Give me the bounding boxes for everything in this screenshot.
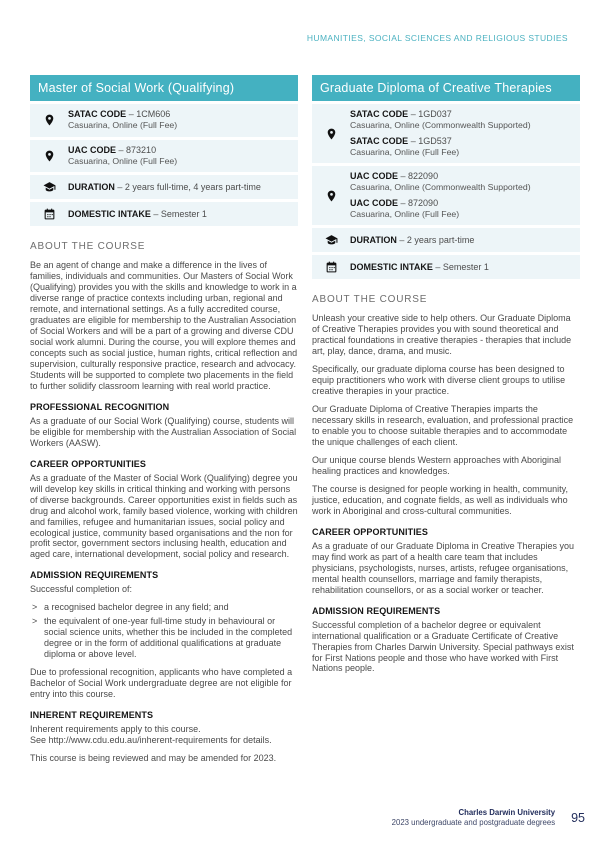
code-label: UAC CODE xyxy=(350,197,399,208)
code-detail: Casuarina, Online (Full Fee) xyxy=(350,208,460,219)
location-pin-icon xyxy=(30,113,68,127)
duration-value: – 2 years full-time, 4 years part-time xyxy=(117,181,261,192)
content-columns xyxy=(30,75,580,771)
code-label: SATAC CODE xyxy=(68,109,127,119)
about-heading: ABOUT THE COURSE xyxy=(30,241,146,253)
bullet-text: a recognised bachelor degree in any field; and xyxy=(44,602,229,613)
about-paragraph: Be an agent of change and make a difference in the lives of families, individuals and communities. Our Masters of Social Work (Qualifying) provides you with the skills and knowledge to work in a diverse range of practice contexts including urban, regional and remote, and international settings. As a fully accredited course, graduates are eligible for membership to the Australian Association of Social Workers and will be a part of a growing and diverse CDU social work alumni. During the course, you will explore themes and concepts such as social justice, human rights, critical reflection and supervision, culturally responsive practice, research and advocacy. Students will be supported to complete two placements in the field to further solidify classroom learning with real world practice. xyxy=(30,260,298,391)
course-title: Master of Social Work (Qualifying) xyxy=(30,75,298,101)
page-footer xyxy=(392,808,585,828)
code-entry xyxy=(350,198,574,221)
duration-value: – 2 years part-time xyxy=(399,234,475,245)
code-value: – 1GD537 xyxy=(410,135,452,146)
duration-entry xyxy=(68,182,292,193)
about-paragraph: The course is designed for people working in health, community, justice, education, and cognate fields, as well as individuals who work in Aboriginal and cross-cultural communities. xyxy=(312,483,568,516)
duration-entry xyxy=(350,235,574,246)
code-detail: Casuarina, Online (Commonwealth Supported) xyxy=(350,182,531,193)
code-label: UAC CODE xyxy=(350,171,399,182)
info-row-duration xyxy=(312,228,580,252)
list-item xyxy=(30,616,298,660)
career-opportunities-heading: CAREER OPPORTUNITIES xyxy=(30,458,147,469)
info-row-intake xyxy=(312,255,580,279)
code-entry xyxy=(350,109,574,132)
info-row-satac xyxy=(30,104,298,137)
professional-recognition-heading: PROFESSIONAL RECOGNITION xyxy=(30,401,170,412)
intake-entry xyxy=(350,262,574,273)
code-detail: Casuarina, Online (Commonwealth Supported) xyxy=(350,120,531,131)
inherent-requirements-heading: INHERENT REQUIREMENTS xyxy=(30,710,154,721)
code-entry xyxy=(350,136,574,159)
code-detail: Casuarina, Online (Full Fee) xyxy=(68,120,178,131)
edition-title: 2023 undergraduate and postgraduate degrees xyxy=(391,817,556,827)
code-value: – 873210 xyxy=(118,144,157,155)
about-paragraph: Specifically, our graduate diploma course has been designed to equip practitioners who work with diverse client groups to utilise creative therapies in your practice. xyxy=(312,364,566,397)
intake-value: – Semester 1 xyxy=(435,261,489,272)
footer-text xyxy=(392,808,555,828)
graduation-cap-icon xyxy=(312,233,350,247)
chevron-bullet: > xyxy=(32,616,38,627)
duration-label: DURATION xyxy=(68,181,115,192)
inherent-line1: Inherent requirements apply to this course. xyxy=(30,724,201,735)
intake-label: DOMESTIC INTAKE xyxy=(350,261,433,272)
publisher-name: Charles Darwin University xyxy=(458,807,556,817)
course-card-creative-therapies xyxy=(312,75,580,771)
course-title: Graduate Diploma of Creative Therapies xyxy=(312,75,580,101)
info-row-satac xyxy=(312,104,580,163)
career-opportunities-heading: CAREER OPPORTUNITIES xyxy=(312,526,429,537)
course-card-social-work xyxy=(30,75,298,771)
career-opportunities-paragraph: As a graduate of the Master of Social Work (Qualifying) degree you will develop key skills in critical thinking and working with persons of diverse backgrounds. Career opportunities exist in fields such as drug and alcohol work, family based violence, working with children and families, refugee and humanitarian issues, social policy and ecological justice, community based organisations and the non for profit sector, government sectors inclusing health, education and aged care, international development, social policy and research. xyxy=(30,472,298,560)
code-label: SATAC CODE xyxy=(350,109,409,119)
about-paragraph: Unleash your creative side to help others. Our Graduate Diploma of Creative Therapies provides you with sound theoretical and practical foundations in creative therapies - therapies that include art, play, dance, drama, and music. xyxy=(312,313,572,357)
code-label: SATAC CODE xyxy=(350,135,409,146)
code-entry xyxy=(350,171,574,194)
code-label: UAC CODE xyxy=(68,144,117,155)
graduation-cap-icon xyxy=(30,180,68,194)
info-row-intake xyxy=(30,202,298,226)
course-info-box xyxy=(30,104,298,226)
code-value: – 822090 xyxy=(400,171,439,182)
calendar-icon xyxy=(312,260,350,274)
intake-value: – Semester 1 xyxy=(153,208,207,219)
about-paragraph: Our Graduate Diploma of Creative Therapies imparts the necessary skills in research, evaluation, and professional practice to enable you to choose suitable therapies and to accommodate the unique challenges of each client. xyxy=(312,404,574,447)
course-info-box xyxy=(312,104,580,279)
code-value: – 1CM606 xyxy=(128,109,171,119)
code-detail: Casuarina, Online (Full Fee) xyxy=(68,155,178,166)
admission-requirements-heading: ADMISSION REQUIREMENTS xyxy=(30,570,159,581)
about-heading: ABOUT THE COURSE xyxy=(312,294,428,306)
page-number: 95 xyxy=(571,810,585,825)
list-item xyxy=(30,602,298,613)
about-paragraph: Our unique course blends Western approaches with Aboriginal healing practices and knowledges. xyxy=(312,454,561,476)
admission-outro: Due to professional recognition, applicants who have completed a Bachelor of Social Work undergraduate degree are not eligible for entry into this course. xyxy=(30,667,293,700)
code-detail: Casuarina, Online (Full Fee) xyxy=(350,146,460,157)
admission-requirements-heading: ADMISSION REQUIREMENTS xyxy=(312,605,441,616)
chevron-bullet: > xyxy=(32,602,38,613)
career-opportunities-paragraph: As a graduate of our Graduate Diploma in Creative Therapies you may find work as part of a health care team that includes physicians, psychologists, nurses, artists, refugee organisations, mental health counsellors, marriage and family therapists, rehabilitation counsellors, or as a social worker or teacher. xyxy=(312,540,574,595)
info-row-uac xyxy=(312,166,580,225)
code-value: – 1GD037 xyxy=(410,109,452,119)
intake-entry xyxy=(68,209,292,220)
admission-intro: Successful completion of: xyxy=(30,584,133,595)
admission-bullet-list xyxy=(30,602,298,660)
info-row-uac xyxy=(30,140,298,173)
chapter-header: HUMANITIES, SOCIAL SCIENCES AND RELIGIOUS STUDIES xyxy=(306,33,568,43)
admission-paragraph: Successful completion of a bachelor degree or equivalent international qualification or a Graduate Certificate of Creative Therapies from Charles Darwin University. Special pathways exist for First Nations people and those who have worked with First Nations people. xyxy=(312,619,574,674)
professional-recognition-paragraph: As a graduate of our Social Work (Qualifying) course, students will be eligible for membership with the Australian Association of Social Workers (AASW). xyxy=(30,415,297,448)
code-entry xyxy=(68,145,292,168)
code-value: – 872090 xyxy=(400,197,439,208)
duration-label: DURATION xyxy=(350,234,397,245)
inherent-line2: See http://www.cdu.edu.au/inherent-requirements for details. xyxy=(30,735,272,746)
bullet-text: the equivalent of one-year full-time study in behavioural or social science units, whether this be included in the completed degree or in the form of additional qualifications at graduate diploma or above level. xyxy=(44,616,293,660)
location-pin-icon xyxy=(30,149,68,163)
location-pin-icon xyxy=(312,127,350,141)
location-pin-icon xyxy=(312,189,350,203)
code-entry xyxy=(68,109,292,132)
info-row-duration xyxy=(30,175,298,199)
calendar-icon xyxy=(30,207,68,221)
intake-label: DOMESTIC INTAKE xyxy=(68,208,151,219)
review-note: This course is being reviewed and may be amended for 2023. xyxy=(30,753,277,764)
